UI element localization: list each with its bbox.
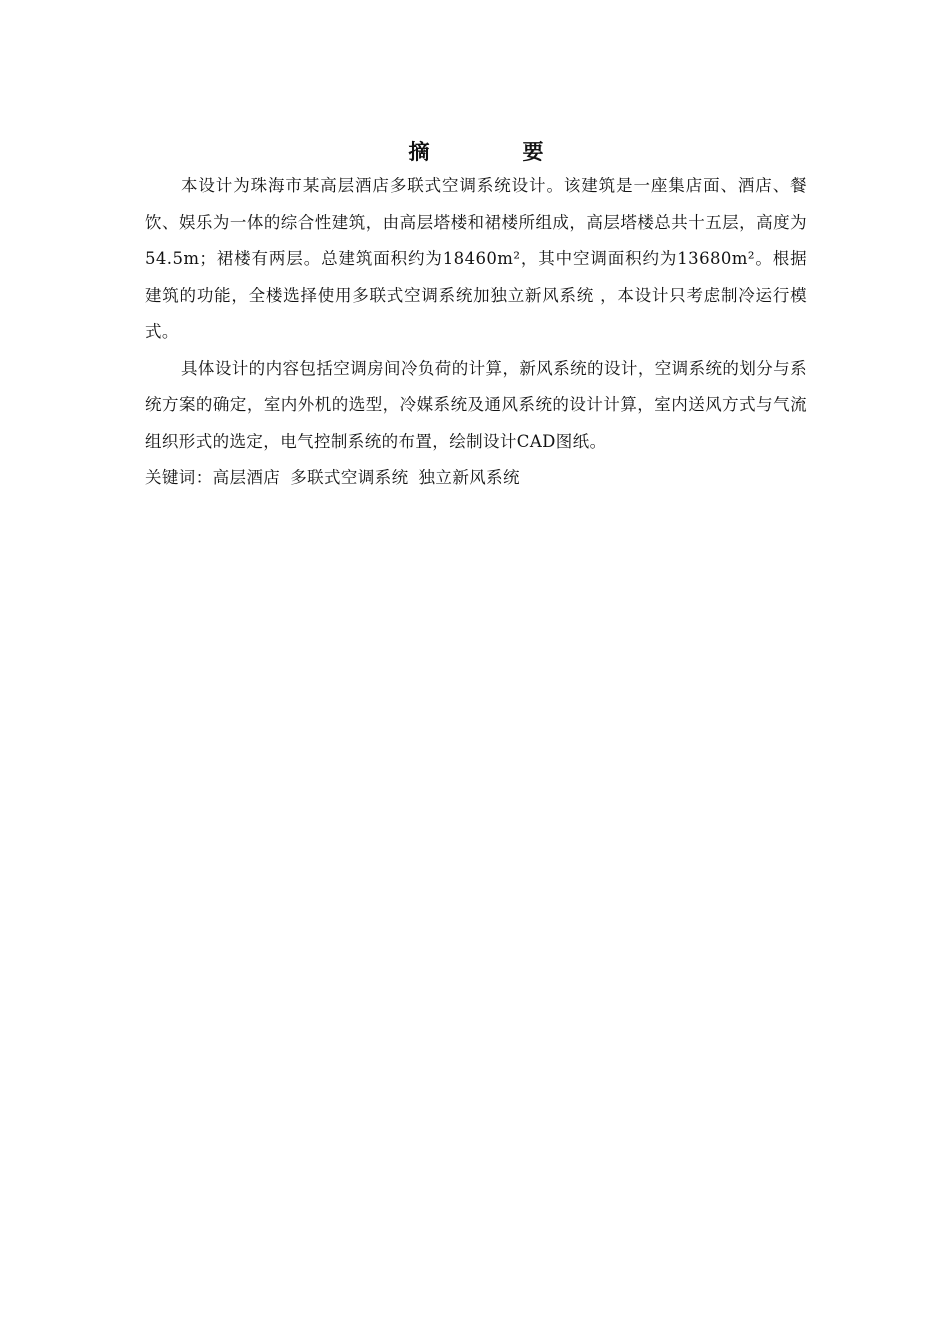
- abstract-paragraph-2: 具体设计的内容包括空调房间冷负荷的计算，新风系统的设计，空调系统的划分与系统方案的确定，室内外机的选型，冷媒系统及通风系统的设计计算，室内送风方式与气流组织形式的选定，电气控制系统的布置，绘制设计CAD图纸。: [145, 358, 807, 451]
- abstract-section: [145, 136, 807, 496]
- abstract-paragraph-1: 本设计为珠海市某高层酒店多联式空调系统设计。该建筑是一座集店面、酒店、餐饮、娱乐为一体的综合性建筑，由高层塔楼和裙楼所组成，高层塔楼总共十五层，高度为54.5m；裙楼有两层。总建筑面积约为18460m²，其中空调面积约为13680m²。根据建筑的功能，全楼选择使用多联式空调系统加独立新风系统 ，本设计只考虑制冷运行模式。: [145, 176, 807, 341]
- keywords-line: [145, 460, 807, 496]
- abstract-title: 摘 要: [408, 140, 580, 164]
- keyword-item: 高层酒店: [212, 468, 281, 487]
- keyword-item: 独立新风系统: [418, 468, 520, 487]
- keywords-label: 关键词：: [145, 468, 213, 487]
- keyword-item: 多联式空调系统: [290, 468, 409, 487]
